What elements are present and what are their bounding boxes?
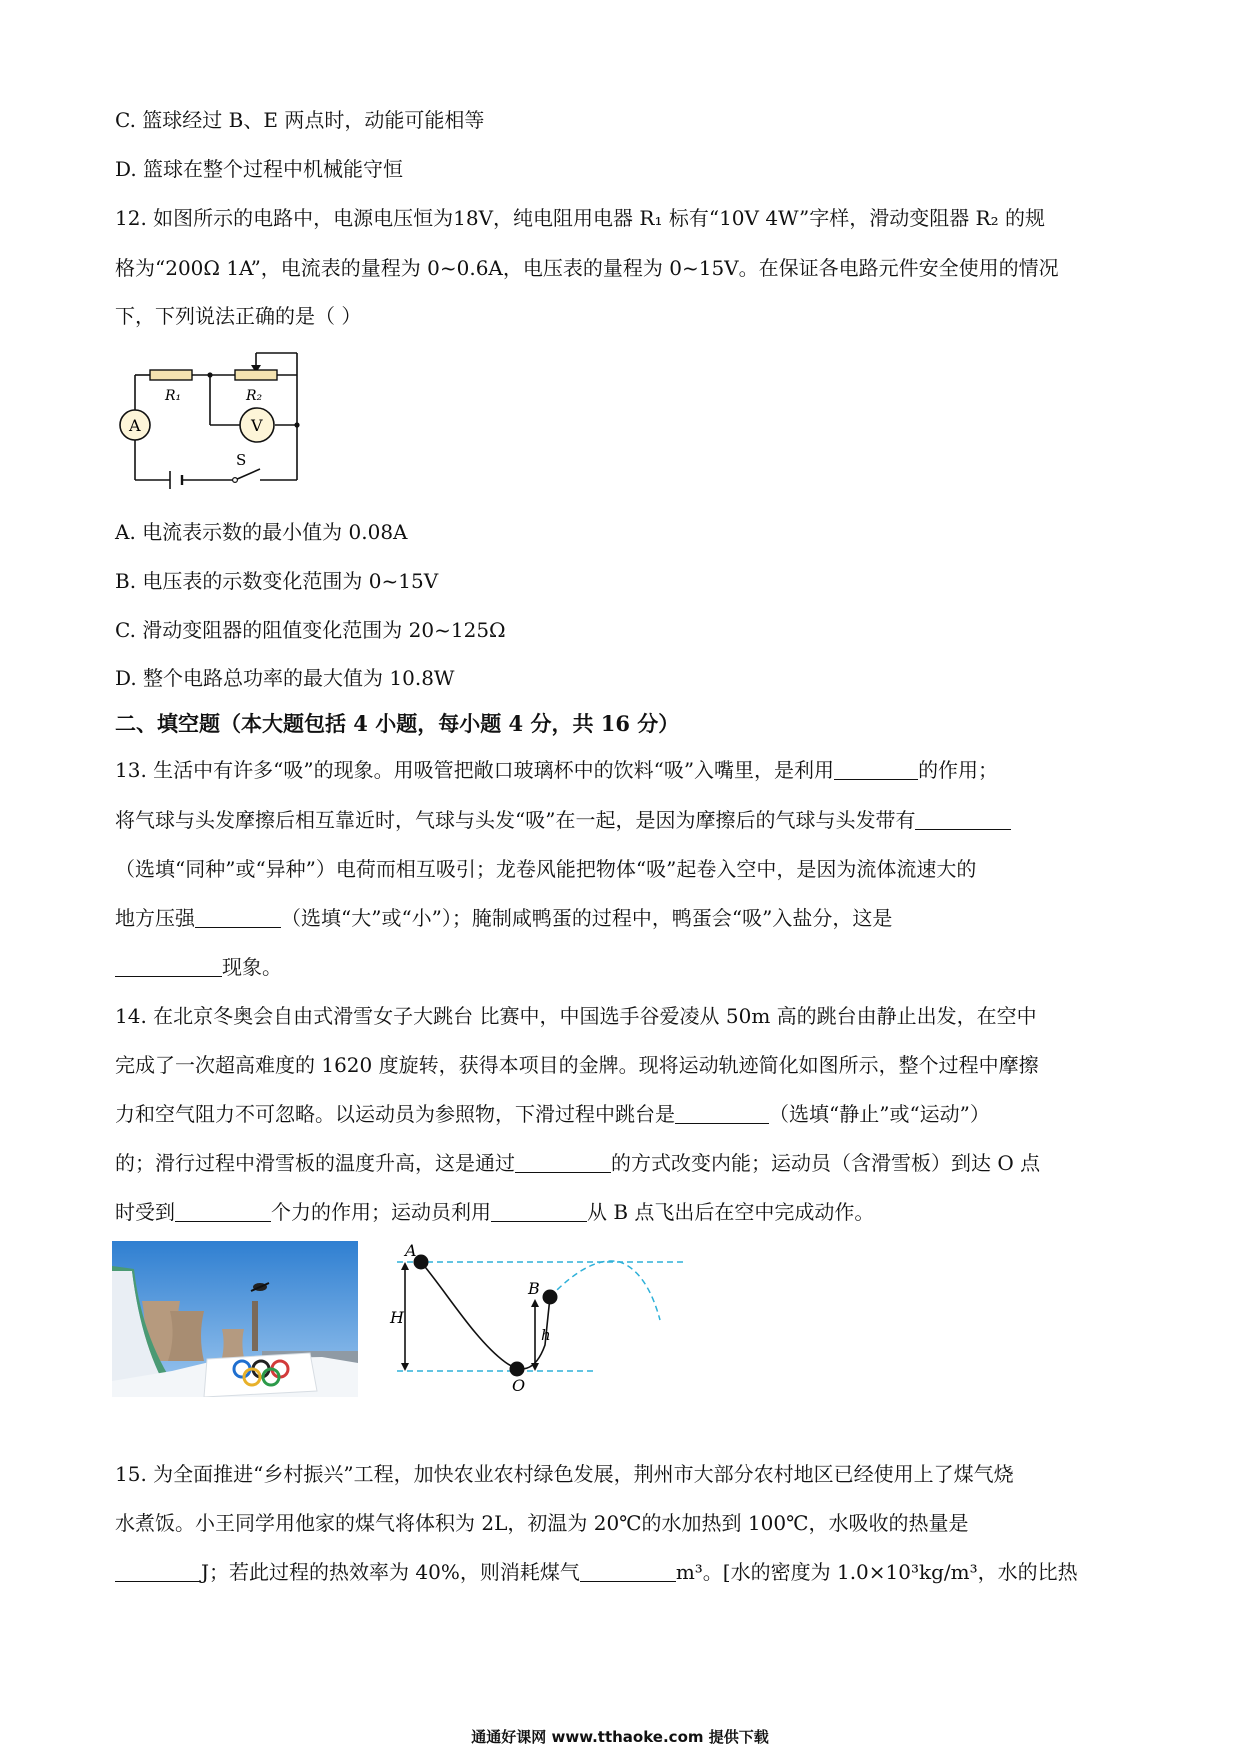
answer-blank[interactable] bbox=[115, 1561, 201, 1582]
q15-line2: 水煮饭。小王同学用他家的煤气将体积为 2L，初温为 20℃的水加热到 100℃，水吸收的热量是 bbox=[115, 1511, 969, 1535]
r2-label: R₂ bbox=[246, 388, 263, 404]
q13-line2 bbox=[115, 806, 1011, 834]
q12-stem-line1: 12. 如图所示的电路中，电源电压恒为18V，纯电阻用电器 R₁ 标有“10V 4W”字样，滑动变阻器 R₂ 的规 bbox=[115, 206, 1045, 230]
circuit-diagram bbox=[110, 345, 310, 495]
answer-blank[interactable] bbox=[580, 1561, 676, 1582]
q14-text: 时受到 bbox=[115, 1200, 175, 1224]
height-h-label: h bbox=[541, 1326, 551, 1344]
q15-line3 bbox=[115, 1558, 1078, 1586]
q12-option-b: B. 电压表的示数变化范围为 0~15V bbox=[115, 569, 439, 593]
height-H-label: H bbox=[390, 1308, 404, 1327]
q13-text: 13. 生活中有许多“吸”的现象。用吸管把敞口玻璃杯中的饮料“吸”入嘴里，是利用 bbox=[115, 758, 835, 782]
q12-option-a: A. 电流表示数的最小值为 0.08A bbox=[115, 520, 408, 544]
q12-option-d: D. 整个电路总功率的最大值为 10.8W bbox=[115, 666, 455, 690]
q15-text: J；若此过程的热效率为 40%，则消耗煤气 bbox=[201, 1560, 580, 1584]
point-a-label: A bbox=[405, 1241, 417, 1260]
q13-text: 现象。 bbox=[222, 955, 282, 979]
q13-text: 地方压强 bbox=[115, 906, 195, 930]
q12-option-c: C. 滑动变阻器的阻值变化范围为 20~125Ω bbox=[115, 618, 506, 642]
q13-line1 bbox=[115, 756, 998, 784]
r1-label: R₁ bbox=[165, 388, 182, 404]
answer-blank[interactable] bbox=[491, 1201, 587, 1222]
q14-text: 的方式改变内能；运动员（含滑雪板）到达 O 点 bbox=[611, 1151, 1041, 1175]
q14-line3 bbox=[115, 1100, 990, 1128]
q14-text: 力和空气阻力不可忽略。以运动员为参照物，下滑过程中跳台是 bbox=[115, 1102, 675, 1126]
answer-blank[interactable] bbox=[675, 1103, 769, 1124]
answer-blank[interactable] bbox=[515, 1152, 611, 1173]
point-o-label: O bbox=[512, 1376, 526, 1395]
q13-text: 将气球与头发摩擦后相互靠近时，气球与头发“吸”在一起，是因为摩擦后的气球与头发带有 bbox=[115, 808, 916, 832]
q14-line2: 完成了一次超高难度的 1620 度旋转，获得本项目的金牌。现将运动轨迹简化如图所示，整个过程中摩擦 bbox=[115, 1053, 1039, 1077]
q12-stem-line2: 格为“200Ω 1A”，电流表的量程为 0~0.6A，电压表的量程为 0~15V。在保证各电路元件安全使用的情况 bbox=[115, 256, 1059, 280]
page-footer: 通通好课网 www.tthaoke.com 提供下载 bbox=[471, 1728, 769, 1746]
answer-blank[interactable] bbox=[195, 907, 281, 928]
switch-label: S bbox=[236, 451, 247, 469]
q14-line1: 14. 在北京冬奥会自由式滑雪女子大跳台 比赛中，中国选手谷爱凌从 50m 高的跳台由静止出发，在空中 bbox=[115, 1004, 1037, 1028]
q15-text: m³。[水的密度为 1.0×10³kg/m³，水的比热 bbox=[675, 1560, 1078, 1584]
q11-option-c: C. 篮球经过 B、E 两点时，动能可能相等 bbox=[115, 108, 485, 132]
q15-line1: 15. 为全面推进“乡村振兴”工程，加快农业农村绿色发展，荆州市大部分农村地区已经使用上了煤气烧 bbox=[115, 1462, 1014, 1486]
trajectory-diagram bbox=[385, 1240, 705, 1398]
q13-line3: （选填“同种”或“异种”）电荷而相互吸引；龙卷风能把物体“吸”起卷入空中，是因为流体流速大的 bbox=[115, 857, 977, 881]
answer-blank[interactable] bbox=[915, 809, 1011, 830]
answer-blank[interactable] bbox=[115, 956, 222, 977]
point-b-label: B bbox=[528, 1279, 540, 1298]
q14-text: 个力的作用；运动员利用 bbox=[271, 1200, 491, 1224]
ski-jump-photo bbox=[112, 1241, 358, 1397]
q13-text: （选填“大”或“小”）；腌制咸鸭蛋的过程中，鸭蛋会“吸”入盐分，这是 bbox=[281, 906, 893, 930]
answer-blank[interactable] bbox=[834, 759, 918, 780]
ammeter-label: A bbox=[129, 416, 141, 435]
q14-text: 的；滑行过程中滑雪板的温度升高，这是通过 bbox=[115, 1151, 515, 1175]
q13-text: 的作用； bbox=[918, 758, 999, 782]
q12-stem-line3: 下，下列说法正确的是（ ） bbox=[115, 304, 362, 328]
q11-option-d: D. 篮球在整个过程中机械能守恒 bbox=[115, 157, 404, 181]
q13-line4 bbox=[115, 904, 892, 932]
section-title: 二、填空题（本大题包括 4 小题，每小题 4 分，共 16 分） bbox=[115, 711, 680, 736]
voltmeter-label: V bbox=[251, 416, 263, 435]
q14-line4 bbox=[115, 1149, 1040, 1177]
q13-line5 bbox=[115, 953, 282, 981]
q14-line5 bbox=[115, 1198, 874, 1226]
q14-text: 从 B 点飞出后在空中完成动作。 bbox=[587, 1200, 875, 1224]
answer-blank[interactable] bbox=[175, 1201, 271, 1222]
q14-text: （选填“静止”或“运动”） bbox=[769, 1102, 990, 1126]
